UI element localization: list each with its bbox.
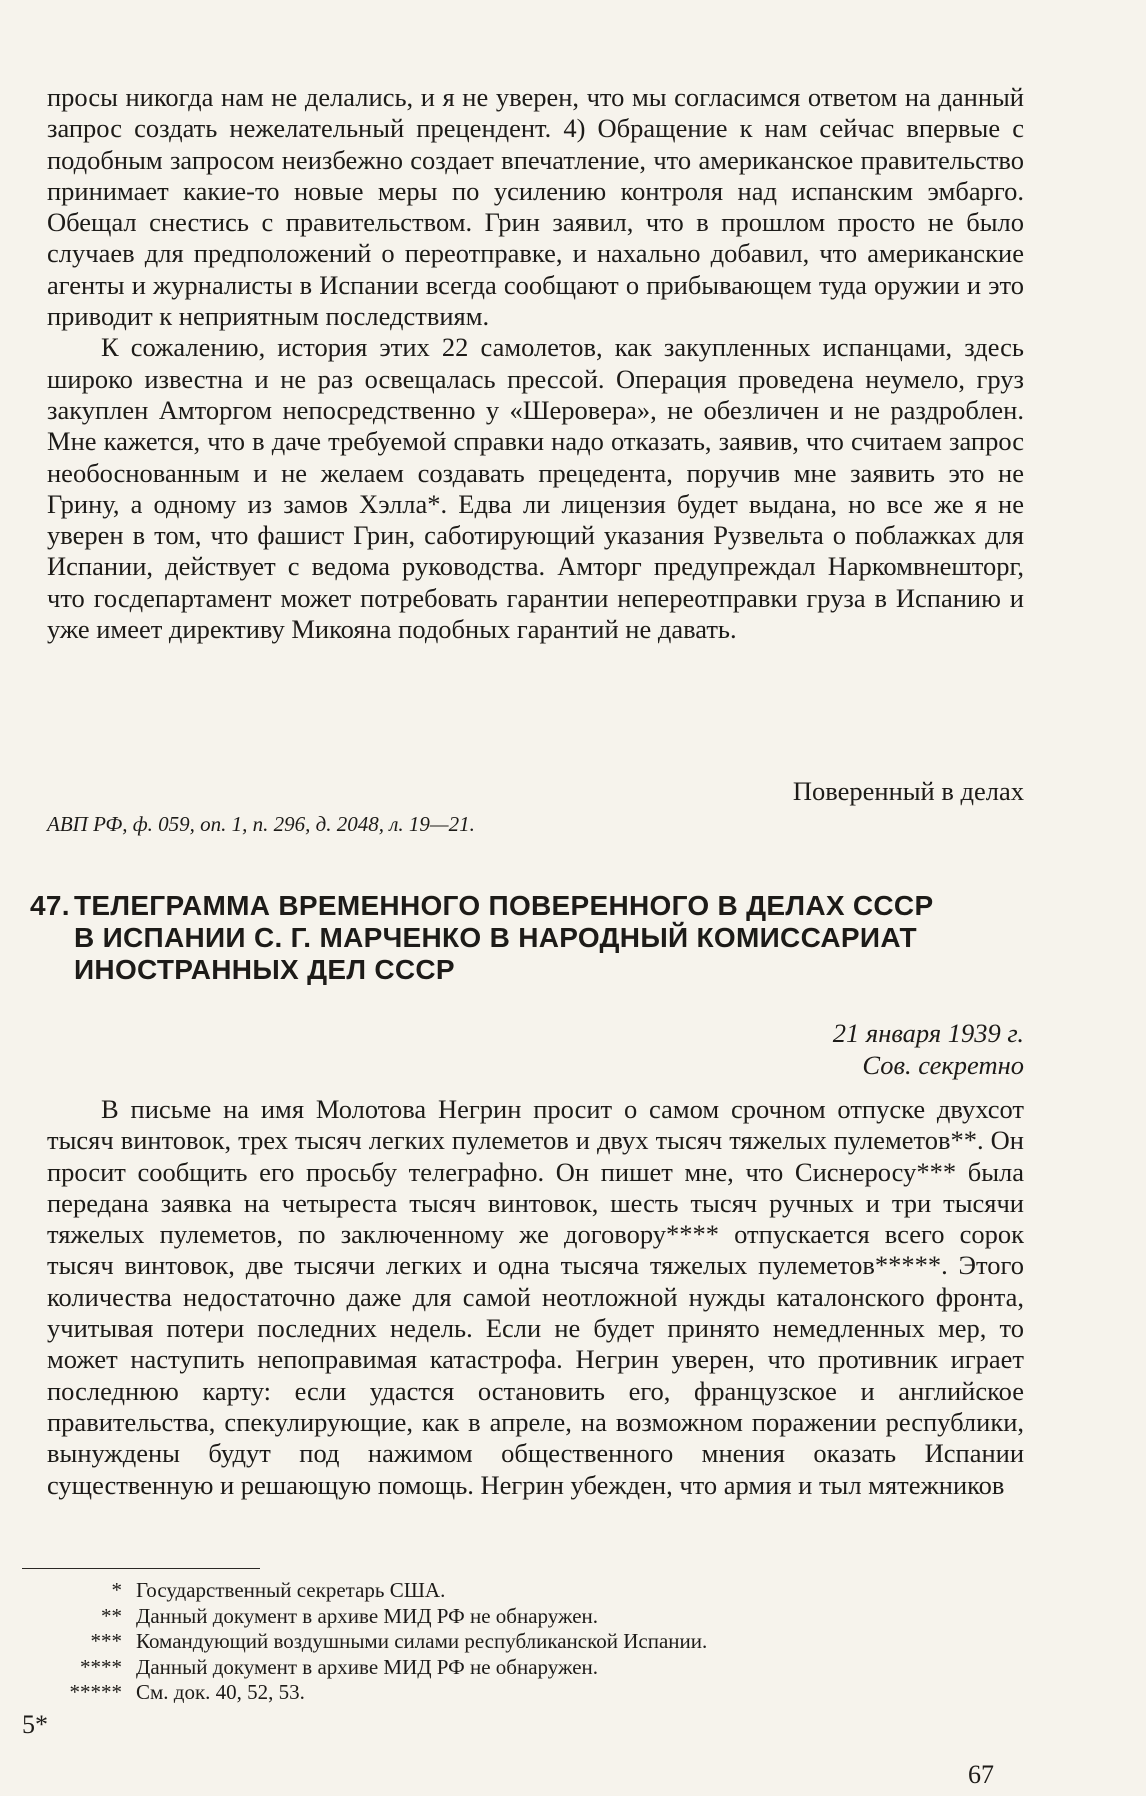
footnote bbox=[22, 1578, 707, 1604]
title-line-3: ИНОСТРАННЫХ ДЕЛ СССР bbox=[74, 954, 455, 985]
footnote-text: Данный документ в архиве МИД РФ не обнаружен. bbox=[136, 1603, 599, 1628]
footnote-text: См. док. 40, 52, 53. bbox=[136, 1680, 305, 1704]
telegram-text bbox=[47, 1094, 1024, 1501]
page-number: 67 bbox=[968, 1760, 994, 1789]
footnote-mark: *** bbox=[90, 1629, 122, 1653]
footnote bbox=[22, 1655, 707, 1681]
signature-mark: 5* bbox=[22, 1710, 48, 1739]
signature: Поверенный в делах bbox=[792, 776, 1024, 806]
footnote-divider bbox=[22, 1568, 260, 1569]
continued-text bbox=[47, 82, 1024, 645]
document-date: 21 января 1939 г. bbox=[832, 1018, 1024, 1048]
footnote bbox=[22, 1604, 707, 1630]
paragraph-2: К сожалению, история этих 22 самолетов, как закупленных испанцами, здесь широко известна и не раз освещалась прессой. Операция проведена неумело, груз закуплен Амторгом непосредственно у «Шеровера», не обезличен и не раздроблен. Мне кажется, что в даче требуемой справки надо отказать, заявив, что считаем запрос необоснованным и не желаем создавать прецедента, поручив мне заявить это не Грину, а одному из замов Хэлла*. Едва ли лицензия будет выдана, но все же я не уверен в том, что фашист Грин, саботирующий указания Рузвельта о поблажках для Испании, действует с ведома руководства. Амторг предупреждал Наркомвнешторг, что госдепартамент может потребовать гарантии непереотправки груза в Испанию и уже имеет директиву Микояна подобных гарантий не давать. bbox=[47, 332, 1024, 645]
footnote-text: Командующий воздушными силами республиканской Испании. bbox=[136, 1629, 708, 1653]
footnote-mark: **** bbox=[80, 1654, 122, 1679]
archive-reference: АВП РФ, ф. 059, оп. 1, п. 296, д. 2048, л. 19—21. bbox=[47, 812, 475, 836]
title-line-1: 47. ТЕЛЕГРАММА ВРЕМЕННОГО ПОВЕРЕННОГО В ДЕЛАХ СССР bbox=[30, 890, 934, 921]
telegram-paragraph: В письме на имя Молотова Негрин просит о самом срочном отпуске двухсот тысяч винтовок, трех тысяч легких пулеметов и двух тысяч тяжелых пулеметов**. Он просит сообщить его просьбу телеграфно. Он пишет мне, что Сиснеросу*** была передана заявка на четыреста тысяч винтовок, шесть тысяч ручных и три тысячи тяжелых пулеметов, по заключенному же договору**** отпускается всего сорок тысяч винтовок, две тысячи легких и одна тысяча тяжелых пулеметов*****. Этого количества недостаточно даже для самой неотложной нужды каталонского фронта, учитывая потери последних недель. Если не будет принято немедленных мер, то может наступить непоправимая катастрофа. Негрин уверен, что противник играет последнюю карту: если удастся остановить его, французское и английское правительства, спекулирующие, как в апреле, на возможном поражении республики, вынуждены будут под нажимом общественного мнения оказать Испании существенную и решающую помощь. Негрин убежден, что армия и тыл мятежников bbox=[47, 1094, 1024, 1500]
document-title bbox=[30, 890, 1024, 986]
document-number: 47. bbox=[30, 890, 70, 921]
footnote bbox=[22, 1629, 707, 1655]
footnote-text: Государственный секретарь США. bbox=[136, 1578, 446, 1602]
footnote-text: Данный документ в архиве МИД РФ не обнаружен. bbox=[136, 1654, 599, 1679]
footnotes bbox=[22, 1578, 707, 1706]
paragraph-1: просы никогда нам не делались, и я не уверен, что мы согласимся ответом на данный запрос создать нежелательный прецендент. 4) Обращение к нам сейчас впервые с подобным запросом неизбежно создает впечатление, что американское правительство принимает какие-то новые меры по усилению контроля над испанским эмбарго. Обещал снестись с правительством. Грин заявил, что в прошлом просто не было случаев для предположений о переотправке, и нахально добавил, что американские агенты и журналисты в Испании всегда сообщают о прибывающем туда оружии и это приводит к неприятным последствиям. bbox=[47, 82, 1024, 332]
footnote-mark: * bbox=[111, 1578, 122, 1602]
footnote-mark: ** bbox=[101, 1603, 122, 1628]
title-line-2: В ИСПАНИИ С. Г. МАРЧЕНКО В НАРОДНЫЙ КОМИССАРИАТ bbox=[74, 922, 917, 953]
footnote-mark: ***** bbox=[69, 1680, 122, 1704]
classification-stamp: Сов. секретно bbox=[862, 1050, 1024, 1080]
footnote bbox=[22, 1680, 707, 1706]
